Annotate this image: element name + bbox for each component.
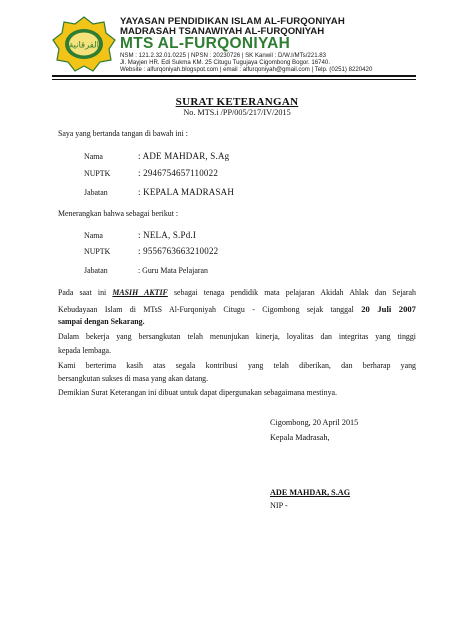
opening-line: Saya yang bertanda tangan di bawah ini :	[58, 129, 188, 138]
p1-until-now: sampai dengan Sekarang.	[58, 317, 145, 326]
signer-signature-name: ADE MAHDAR, S.AG	[270, 488, 351, 497]
paragraph-3-line-1: Kami berterima kasih atas segala kontribusi yang telah diberikan, dan berharap yang	[58, 361, 416, 370]
signer-role: Kepala Madrasah,	[270, 433, 330, 442]
paragraph-2-line-2: kepada lembaga.	[58, 346, 112, 355]
subject-position-value: : Guru Mata Pelajaran	[138, 266, 208, 275]
p1-subjects: sebagai tenaga pendidik mata pelajaran Akidah Ahlak dan Sejarah	[173, 288, 416, 297]
letter-number: No. MTS.i /PP/005/217/IV/2015	[183, 108, 291, 117]
logo-emblem	[53, 17, 115, 71]
signer-nuptk-value: : 2946754657110022	[138, 168, 219, 178]
status-active: MASIH AKTIF	[112, 288, 168, 297]
paragraph-1-line-2	[58, 305, 416, 314]
registration-numbers: NSM : 121.2.32.01.0225 | NPSN : 20230726 | SK Kanwil : D/W.I/MTs/221.83	[120, 52, 327, 59]
start-date: 20 Juli 2007	[361, 304, 416, 314]
signer-position-label: Jabatan	[84, 188, 108, 197]
foundation-name: YAYASAN PENDIDIKAN ISLAM AL-FURQONIYAH	[120, 16, 345, 27]
signer-nip: NIP -	[270, 501, 288, 510]
school-full-name: MADRASAH TSANAWIYAH AL-FURQONIYAH	[120, 26, 325, 37]
signer-position-value: : KEPALA MADRASAH	[138, 187, 235, 197]
subject-name-value: : NELA, S.Pd.I	[138, 230, 197, 240]
paragraph-2-line-1: Dalam bekerja yang bersangkutan telah menunjukan kinerja, loyalitas dan integritas yang tinggi	[58, 332, 416, 341]
signer-nuptk-label: NUPTK	[84, 169, 111, 178]
subject-nuptk-value: : 9556763663210022	[138, 246, 219, 256]
place-and-date: Cigombong, 20 April 2015	[270, 418, 359, 427]
school-logo	[52, 16, 116, 72]
subject-position-label: Jabatan	[84, 266, 108, 275]
subject-nuptk-label: NUPTK	[84, 247, 111, 256]
p1-institution: Kebudayaan Islam di MTsS Al-Furqoniyah Citugu - Cigombong sejak tanggal	[58, 305, 354, 314]
logo-calligraphy: الفرقانية	[68, 40, 100, 51]
p1-intro: Pada saat ini	[58, 288, 107, 297]
school-contact: Website : alfurqoniyah.blogspot.com | email : alfurqoniyah@gmail.com | Telp. (0251) 8220420	[120, 66, 373, 73]
letterhead-divider-thick	[52, 75, 416, 77]
school-address: Jl. Mayjen HR. Edi Sukma KM. 25 Citugu Tugujaya Cigombong Bogor. 16740.	[120, 59, 331, 66]
school-short-name: MTS AL-FURQONIYAH	[120, 35, 291, 52]
paragraph-3-line-2: bersangkutan sukses di masa yang akan datang.	[58, 374, 209, 383]
statement-line: Menerangkan bahwa sebagai berikut :	[58, 209, 179, 218]
signer-name-label: Nama	[84, 152, 103, 161]
paragraph-1-line-1	[58, 289, 416, 297]
subject-name-label: Nama	[84, 231, 103, 240]
letter-title: SURAT KETERANGAN	[175, 96, 299, 108]
signer-name-value: : ADE MAHDAR, S.Ag	[138, 151, 230, 161]
closing-statement: Demikian Surat Keterangan ini dibuat untuk dapat dipergunakan sebagaimana mestinya.	[58, 388, 338, 397]
letterhead-divider-thin	[52, 79, 416, 80]
